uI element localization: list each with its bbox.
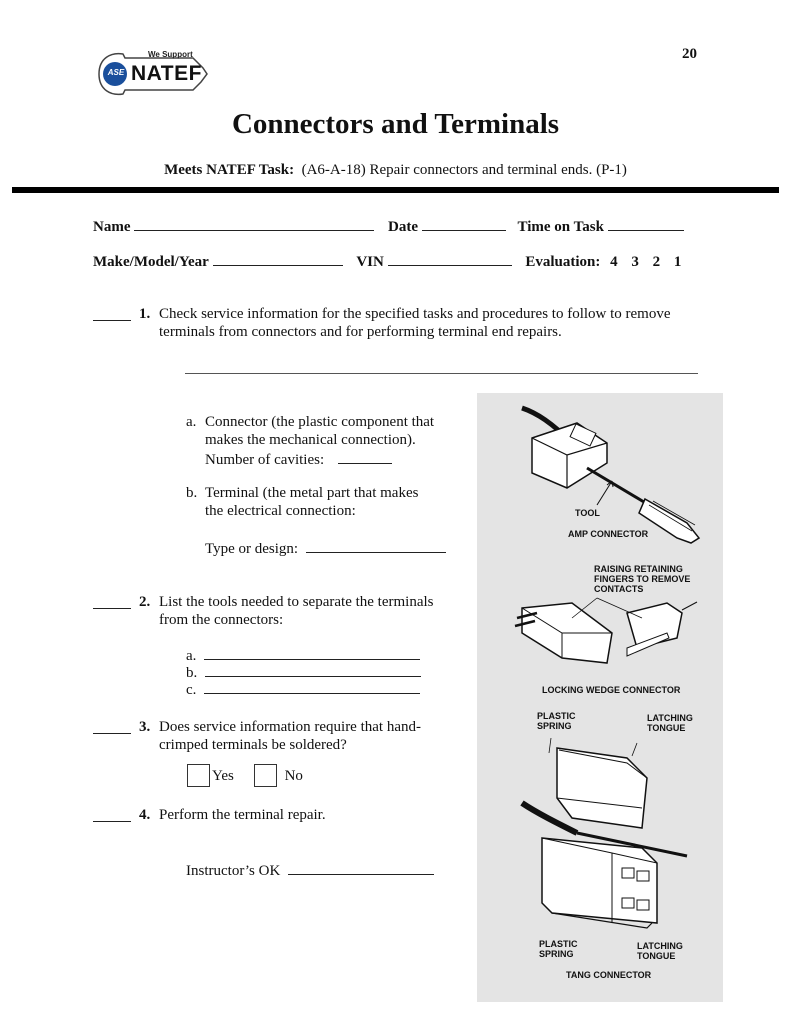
ase-badge: ASE — [107, 68, 125, 77]
q1a-letter: a. — [186, 414, 197, 430]
task-label: Meets NATEF Task: — [164, 162, 295, 178]
vin-label: VIN — [356, 254, 384, 270]
locking-wedge-caption: LOCKING WEDGE CONNECTOR — [542, 685, 681, 695]
yes-checkbox[interactable] — [187, 764, 210, 787]
q1-text — [159, 305, 719, 341]
evaluation-label: Evaluation: — [525, 254, 601, 270]
q1-checkoff-blank[interactable] — [93, 308, 131, 321]
q3-line2: crimped terminals be soldered? — [159, 737, 347, 753]
connector-illustrations-panel — [477, 393, 723, 1002]
evaluation-score-3[interactable]: 3 — [631, 254, 639, 270]
time-label: Time on Task — [517, 219, 604, 235]
name-label: Name — [93, 219, 131, 235]
q1a-line3 — [205, 449, 465, 469]
q1a-line2: makes the mechanical connection). — [205, 432, 416, 448]
tang-top-right-line2: TONGUE — [647, 723, 686, 733]
header-divider — [12, 187, 779, 193]
tool-c-letter: c. — [186, 682, 197, 698]
tang-bottom-left-label — [539, 939, 578, 959]
tool-c-field[interactable] — [204, 679, 420, 694]
yes-label: Yes — [212, 767, 234, 784]
evaluation-score-2[interactable]: 2 — [652, 254, 661, 270]
date-label: Date — [388, 219, 418, 235]
q4-text: Perform the terminal repair. — [159, 807, 326, 823]
tang-bottom-right-label — [637, 941, 683, 961]
wedge-note-line2: FINGERS TO REMOVE — [594, 574, 691, 584]
evaluation-score-4[interactable]: 4 — [610, 254, 618, 270]
q3-line1: Does service information require that hand- — [159, 719, 421, 735]
q1-number: 1. — [139, 306, 151, 322]
q2-line1: List the tools needed to separate the terminals — [159, 594, 434, 610]
q3-options — [187, 764, 303, 787]
q1b-letter: b. — [186, 485, 198, 501]
locking-wedge-connector-illustration-icon — [477, 588, 723, 678]
amp-connector-caption: AMP CONNECTOR — [568, 529, 649, 539]
tang-bottom-left-line2: SPRING — [539, 949, 574, 959]
q4-number: 4. — [139, 807, 151, 823]
cavities-label: Number of cavities: — [205, 452, 325, 468]
q1-line2: terminals from connectors and for performing terminal end repairs. — [159, 324, 562, 340]
info-row-1 — [93, 216, 703, 236]
info-row-2 — [93, 251, 713, 271]
tool-callout: TOOL — [575, 508, 600, 518]
tang-top-left-line2: SPRING — [537, 721, 572, 731]
tool-b-letter: b. — [186, 665, 198, 681]
tang-connector-caption: TANG CONNECTOR — [566, 970, 652, 980]
no-checkbox[interactable] — [254, 764, 277, 787]
q1b-line2: the electrical connection: — [205, 503, 356, 519]
tool-a-letter: a. — [186, 648, 197, 664]
wedge-note-line1: RAISING RETAINING — [594, 564, 683, 574]
q1b-line1: Terminal (the metal part that makes — [205, 485, 419, 501]
tang-top-left-line1: PLASTIC — [537, 711, 576, 721]
q4-checkoff-blank[interactable] — [93, 809, 131, 822]
q3-number: 3. — [139, 719, 151, 735]
natef-logo — [93, 44, 213, 104]
task-statement — [0, 162, 791, 179]
tang-bottom-right-line2: TONGUE — [637, 951, 676, 961]
instructor-ok-label: Instructor’s OK — [186, 863, 281, 879]
cavities-field[interactable] — [338, 449, 392, 464]
q1b-text — [205, 484, 465, 520]
no-label: No — [284, 767, 303, 784]
type-design-label: Type or design: — [205, 541, 299, 557]
evaluation-score-1[interactable]: 1 — [673, 254, 682, 270]
instructor-ok-field[interactable] — [288, 860, 434, 875]
q1-line1: Check service information for the specified tasks and procedures to follow to remove — [159, 306, 671, 322]
tool-b-field[interactable] — [205, 662, 421, 677]
name-field[interactable] — [134, 216, 374, 231]
page-title: Connectors and Terminals — [231, 108, 560, 140]
q3-text — [159, 718, 459, 754]
tang-bottom-right-line1: LATCHING — [637, 941, 683, 951]
make-model-year-field[interactable] — [213, 251, 343, 266]
q1-answer-line[interactable] — [185, 373, 698, 374]
page-number: 20 — [682, 46, 697, 62]
tool-a-field[interactable] — [204, 645, 420, 660]
q2-tool-list — [186, 645, 421, 696]
make-model-year-label: Make/Model/Year — [93, 254, 209, 270]
vin-field[interactable] — [388, 251, 512, 266]
time-on-task-field[interactable] — [608, 216, 684, 231]
wedge-note-line3: CONTACTS — [594, 584, 644, 594]
q1a-line1: Connector (the plastic component that — [205, 414, 435, 430]
q1a-text — [205, 413, 465, 469]
date-field[interactable] — [422, 216, 506, 231]
instructor-signoff — [186, 860, 434, 880]
logo-tagline: We Support — [148, 50, 193, 59]
q2-checkoff-blank[interactable] — [93, 596, 131, 609]
tang-connector-illustration-icon — [477, 728, 723, 938]
tang-top-right-line1: LATCHING — [647, 713, 693, 723]
logo-brand: NATEF — [131, 62, 202, 85]
q2-line2: from the connectors: — [159, 612, 284, 628]
type-design-field[interactable] — [306, 538, 446, 553]
q3-checkoff-blank[interactable] — [93, 721, 131, 734]
task-text: (A6-A-18) Repair connectors and terminal ends. (P-1) — [301, 162, 627, 178]
tang-bottom-left-line1: PLASTIC — [539, 939, 578, 949]
q2-text — [159, 593, 459, 629]
q1b-line3 — [205, 538, 446, 558]
q2-number: 2. — [139, 594, 151, 610]
